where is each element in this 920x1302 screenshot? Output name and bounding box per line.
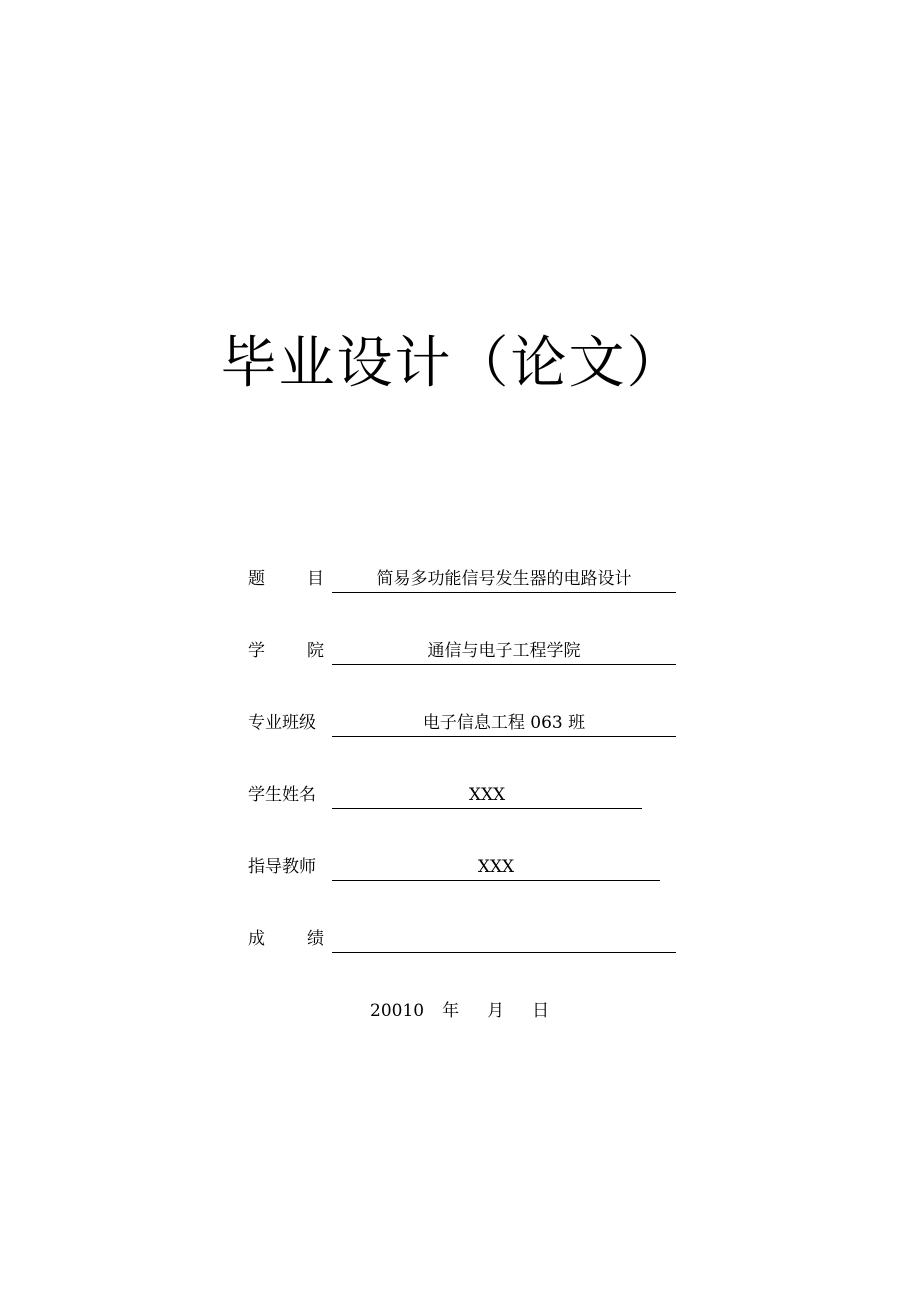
date-year-unit: 年 [442, 1001, 460, 1021]
field-topic-label: 题 目 [248, 569, 324, 589]
field-student-name-value: XXX [332, 782, 642, 809]
field-major-class-value: 电子信息工程 063 班 [332, 710, 676, 737]
date-month-unit: 月 [487, 1001, 505, 1021]
field-student-name-label: 学生姓名 [248, 785, 316, 805]
field-college-label: 学 院 [248, 641, 324, 661]
field-advisor-label: 指导教师 [248, 857, 316, 877]
document-title: 毕业设计（论文） [220, 331, 685, 396]
field-grade-label: 成 绩 [248, 929, 324, 949]
field-advisor-value: XXX [332, 854, 660, 881]
date-year: 20010 [370, 1001, 425, 1021]
field-college-value: 通信与电子工程学院 [332, 638, 676, 665]
date-line [370, 998, 549, 1024]
field-topic-value: 简易多功能信号发生器的电路设计 [332, 566, 676, 593]
field-major-class-label: 专业班级 [248, 713, 316, 733]
date-day-unit: 日 [532, 1001, 550, 1021]
field-grade-value [332, 926, 676, 953]
